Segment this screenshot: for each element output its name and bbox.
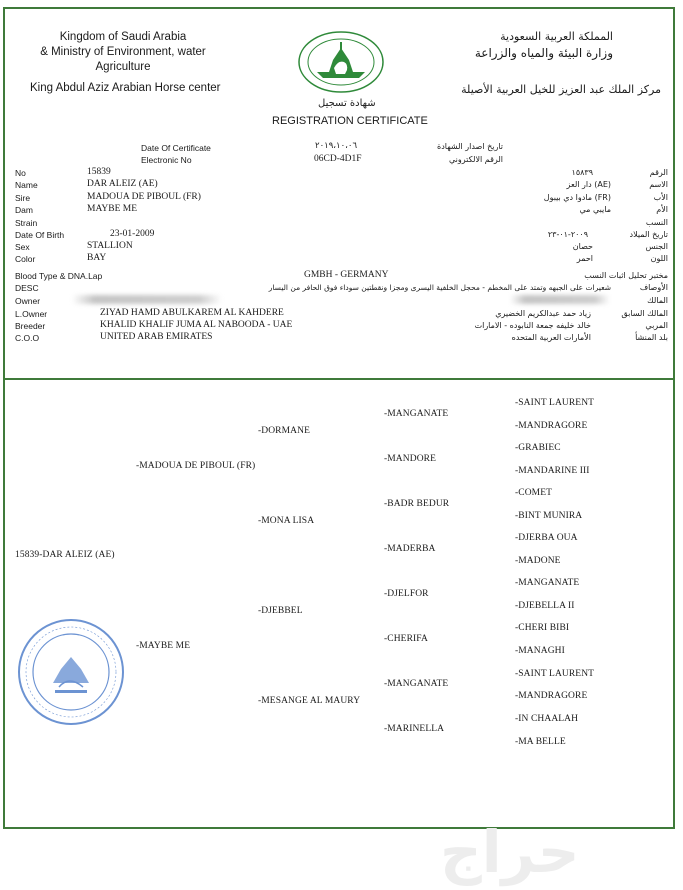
- field-ar-value-dam: مايبي مي: [579, 205, 611, 214]
- pedigree-gen4-3: -GRABIEC: [515, 443, 561, 453]
- pedigree-gen4-13: -SAINT LAURENT: [515, 669, 595, 679]
- header-ar: [383, 28, 613, 62]
- field-label-color: Color: [15, 254, 36, 264]
- owner-label: Owner: [15, 296, 41, 306]
- pedigree-gen4-6: -BINT MUNIRA: [515, 511, 583, 521]
- field-ar-label-sire: الأب: [653, 193, 668, 202]
- lowner-value: ZIYAD HAMD ABULKAREM AL KAHDERE: [100, 308, 284, 318]
- electronic-no-value: 06CD-4D1F: [314, 154, 362, 164]
- pedigree-gen4-10: -DJEBELLA II: [515, 601, 575, 611]
- pedigree-sire: -MADOUA DE PIBOUL (FR): [136, 461, 256, 471]
- field-label-sire: Sire: [15, 193, 31, 203]
- blood-ar-label: مختبر تحليل اثبات النسب: [584, 271, 668, 280]
- blood-value: GMBH - GERMANY: [304, 270, 389, 280]
- pedigree-gen4-4: -MANDARINE III: [515, 466, 590, 476]
- field-value-name: DAR ALEIZ (AE): [87, 179, 158, 189]
- breeder-label: Breeder: [15, 321, 46, 331]
- pedigree-gen4-14: -MANDRAGORE: [515, 691, 588, 701]
- header-ar-line-1: المملكة العربية السعودية: [500, 30, 613, 43]
- field-ar-label-dob: تاريخ الميلاد: [629, 230, 668, 239]
- pedigree-gen3-1: -MANGANATE: [384, 409, 449, 419]
- pedigree-gen2-1: -DORMANE: [258, 426, 310, 436]
- field-ar-value-dob: ٢٠٠٩-٠١-٢٣: [547, 230, 588, 239]
- haraj-watermark: حراج: [440, 818, 580, 886]
- field-ar-value-name: (AE) دار العز: [566, 180, 611, 189]
- pedigree-horse: 15839-DAR ALEIZ (AE): [15, 550, 115, 560]
- field-ar-label-no: الرقم: [649, 168, 668, 177]
- electronic-no-label: Electronic No: [141, 155, 192, 165]
- pedigree-gen3-8: -MARINELLA: [384, 724, 445, 734]
- field-ar-value-sex: حصان: [572, 242, 593, 251]
- pedigree-gen3-2: -MANDORE: [384, 454, 436, 464]
- owner-ar-label: المالك: [647, 296, 668, 305]
- coo-label: C.O.O: [15, 333, 40, 343]
- section-divider: [3, 378, 675, 380]
- field-label-strain: Strain: [15, 218, 38, 228]
- coo-value: UNITED ARAB EMIRATES: [100, 332, 213, 342]
- header-ar-line-2: وزارة البيئة والمياه والزراعة: [474, 46, 613, 60]
- header-en: [28, 30, 218, 75]
- desc-ar-value: شعيرات على الجبهه وتمتد على المخطم - محجل الخلفية اليسرى ومجزا ونقطتين سوداء فوق الحافر من اليسار: [268, 283, 611, 292]
- pedigree-gen3-3: -BADR BEDUR: [384, 499, 450, 509]
- field-value-sex: STALLION: [87, 241, 133, 251]
- pedigree-gen3-7: -MANGANATE: [384, 679, 449, 689]
- date-label-ar: تاريخ اصدار الشهادة: [437, 142, 503, 151]
- field-ar-label-dam: الأم: [656, 205, 668, 214]
- owner-ar-redacted: [510, 295, 610, 304]
- official-stamp: [15, 617, 127, 727]
- pedigree-gen4-16: -MA BELLE: [515, 737, 566, 747]
- pedigree-gen4-9: -MANGANATE: [515, 578, 580, 588]
- field-ar-label-sex: الجنس: [645, 242, 668, 251]
- header-en-line-3: Agriculture: [95, 61, 151, 73]
- pedigree-gen4-2: -MANDRAGORE: [515, 421, 588, 431]
- title-ar: شهادة تسجيل: [318, 98, 376, 109]
- coo-ar-label: بلد المنشأ: [635, 333, 668, 342]
- title-en: REGISTRATION CERTIFICATE: [272, 115, 428, 127]
- pedigree-gen4-8: -MADONE: [515, 556, 561, 566]
- pedigree-gen4-5: -COMET: [515, 488, 553, 498]
- pedigree-gen3-4: -MADERBA: [384, 544, 436, 554]
- desc-label: DESC: [15, 283, 39, 293]
- pedigree-gen2-4: -MESANGE AL MAURY: [258, 696, 361, 706]
- center-logo: [297, 28, 385, 96]
- electronic-no-label-ar: الرقم الالكتروني: [449, 155, 503, 164]
- pedigree-gen2-3: -DJEBBEL: [258, 606, 303, 616]
- lowner-label: L.Owner: [15, 309, 48, 319]
- pedigree-gen4-12: -MANAGHI: [515, 646, 565, 656]
- field-value-dob: 23-01-2009: [110, 229, 155, 239]
- field-ar-value-no: ١٥٨٣٩: [571, 168, 593, 177]
- center-name-en: King Abdul Aziz Arabian Horse center: [30, 82, 221, 94]
- field-ar-value-sire: (FR) مادوا دي بيبول: [543, 193, 611, 202]
- breeder-ar-value: خالد خليفه جمعة النابوده - الامارات: [474, 321, 591, 330]
- owner-redacted: [72, 295, 222, 304]
- lowner-ar-label: المالك السابق: [621, 309, 668, 318]
- pedigree-dam: -MAYBE ME: [136, 641, 191, 651]
- field-value-dam: MAYBE ME: [87, 204, 138, 214]
- pedigree-gen4-11: -CHERI BIBI: [515, 623, 570, 633]
- field-ar-value-color: احمر: [576, 254, 593, 263]
- pedigree-gen4-1: -SAINT LAURENT: [515, 398, 595, 408]
- field-label-sex: Sex: [15, 242, 30, 252]
- pedigree-gen4-15: -IN CHAALAH: [515, 714, 579, 724]
- desc-ar-label: الأوصاف: [639, 283, 668, 292]
- field-label-dob: Date Of Birth: [15, 230, 65, 240]
- header-en-line-1: Kingdom of Saudi Arabia: [59, 31, 187, 43]
- lowner-ar-value: زياد حمد عبدالكريم الخضيري: [495, 309, 591, 318]
- field-value-color: BAY: [87, 253, 107, 263]
- breeder-value: KHALID KHALIF JUMA AL NABOODA - UAE: [100, 320, 293, 330]
- field-label-dam: Dam: [15, 205, 33, 215]
- pedigree-gen3-5: -DJELFOR: [384, 589, 429, 599]
- center-name-ar: مركز الملك عبد العزيز للخيل العربية الأصيلة: [461, 83, 661, 96]
- field-label-no: No: [15, 168, 26, 178]
- field-label-name: Name: [15, 180, 38, 190]
- coo-ar-value: الأمارات العربية المتحده: [511, 333, 591, 342]
- date-label: Date Of Certificate: [141, 143, 211, 153]
- field-ar-label-name: الاسم: [649, 180, 668, 189]
- header-en-line-2: & Ministry of Environment, water: [40, 46, 206, 58]
- field-ar-label-strain: النسب: [645, 218, 668, 227]
- date-value: ٢٠١٩،١٠،٠٦: [315, 141, 358, 151]
- field-ar-label-color: اللون: [650, 254, 668, 263]
- breeder-ar-label: المربي: [645, 321, 668, 330]
- pedigree-gen2-2: -MONA LISA: [258, 516, 315, 526]
- pedigree-gen3-6: -CHERIFA: [384, 634, 428, 644]
- blood-label: Blood Type & DNA.Lap: [15, 271, 103, 281]
- field-value-sire: MADOUA DE PIBOUL (FR): [87, 192, 201, 202]
- field-value-no: 15839: [87, 167, 111, 177]
- pedigree-gen4-7: -DJERBA OUA: [515, 533, 578, 543]
